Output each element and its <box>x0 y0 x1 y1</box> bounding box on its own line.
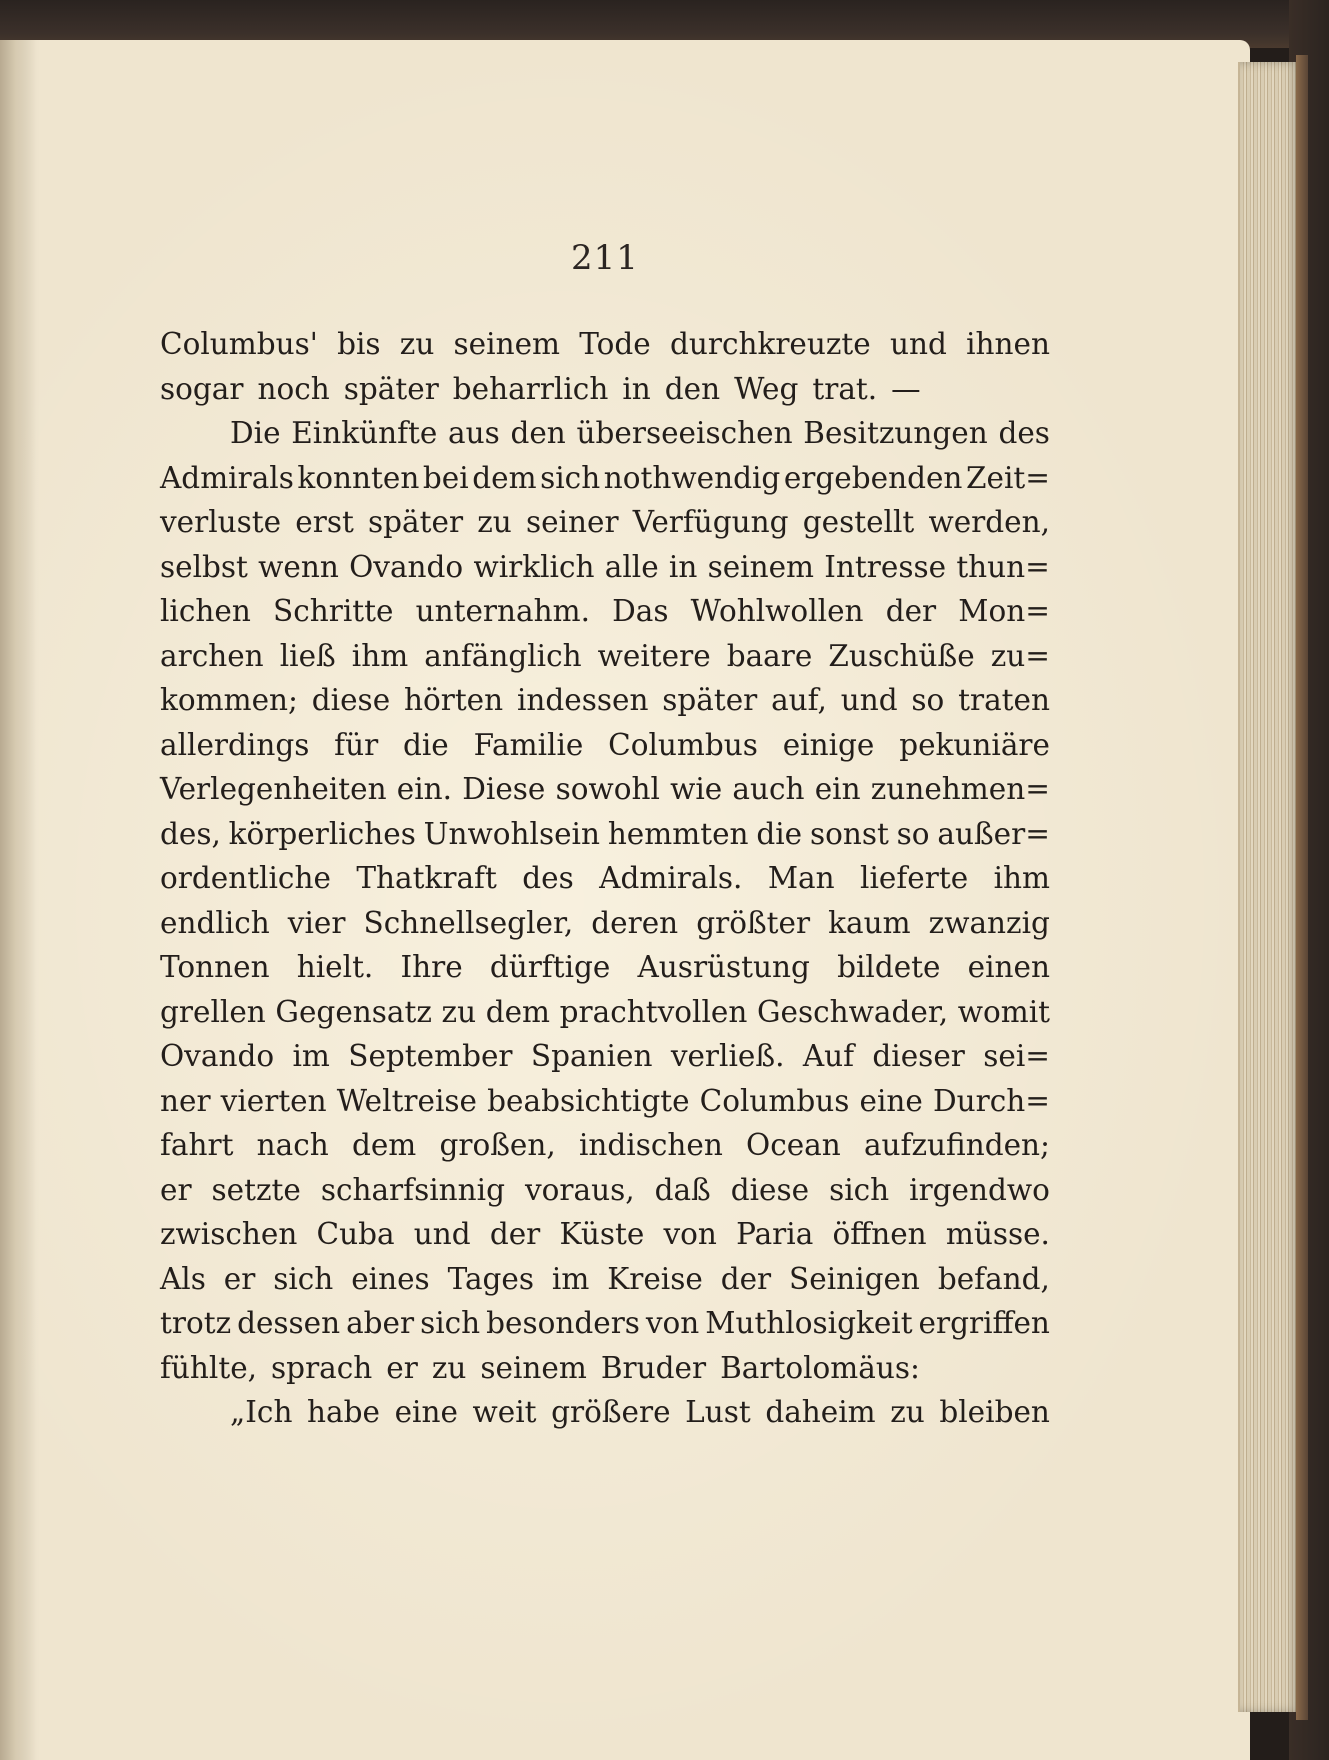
text-line: Columbus' bis zu seinem Tode durchkreuzte und ihnen <box>160 327 1050 361</box>
page-number: 211 <box>571 238 639 278</box>
text-line: Verlegenheiten ein. Diese sowohl wie auch ein zunehmen= <box>160 772 1050 806</box>
page-gutter <box>0 40 36 1760</box>
text-line: des, körperliches Unwohlsein hemmten die sonst so außer= <box>160 816 1050 851</box>
page-stack-edges <box>1238 62 1300 1712</box>
text-line: verluste erst später zu seiner Verfügung gestellt werden, <box>160 505 1050 539</box>
text-line: Als er sich eines Tages im Kreise der Seinigen befand, <box>160 1261 1050 1296</box>
text-line: sogar noch später beharrlich in den Weg trat. — <box>160 371 921 406</box>
text-line: Die Einkünfte aus den überseeischen Besitzungen des <box>230 416 1050 450</box>
text-line: trotz dessen aber sich besonders von Muthlosigkeit ergriffen <box>160 1306 1050 1340</box>
page-edge-shadow <box>1296 55 1308 1720</box>
text-line: archen ließ ihm anfänglich weitere baare Zuschüße zu= <box>160 638 1050 673</box>
text-line: kommen; diese hörten indessen später auf, und so traten <box>160 683 1050 717</box>
text-line: fühlte, sprach er zu seinem Bruder Bartolomäus: <box>160 1350 920 1385</box>
text-line: grellen Gegensatz zu dem prachtvollen Geschwader, womit <box>160 994 1050 1029</box>
text-line: selbst wenn Ovando wirklich alle in seinem Intresse thun= <box>160 549 1050 584</box>
body-text <box>160 322 1050 1435</box>
text-line: lichen Schritte unternahm. Das Wohlwollen der Mon= <box>160 594 1050 628</box>
text-line: endlich vier Schnellsegler, deren größter kaum zwanzig <box>160 905 1050 940</box>
text-line: allerdings für die Familie Columbus einige pekuniäre <box>160 727 1050 762</box>
text-line: ner vierten Weltreise beabsichtigte Columbus eine Durch= <box>160 1083 1050 1118</box>
text-line: „Ich habe eine weit größere Lust daheim zu bleiben <box>230 1395 1050 1429</box>
text-line: er setzte scharfsinnig voraus, daß diese sich irgendwo <box>160 1172 1050 1207</box>
text-line: fahrt nach dem großen, indischen Ocean aufzufinden; <box>160 1128 1050 1162</box>
text-line: Tonnen hielt. Ihre dürftige Ausrüstung bildete einen <box>160 950 1050 984</box>
text-line: Admirals konnten bei dem sich nothwendig ergebenden Zeit= <box>160 460 1050 495</box>
text-line: Ovando im September Spanien verließ. Auf dieser sei= <box>160 1039 1050 1073</box>
text-line: ordentliche Thatkraft des Admirals. Man lieferte ihm <box>160 861 1050 895</box>
text-line: zwischen Cuba und der Küste von Paria öffnen müsse. <box>160 1217 1050 1251</box>
